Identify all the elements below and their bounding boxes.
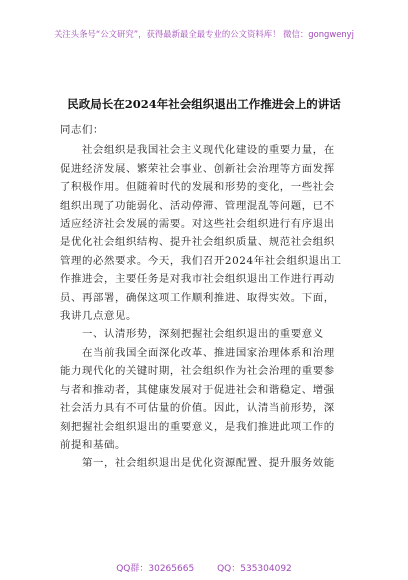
footer-qq-number: QQ：535304092 (217, 564, 292, 574)
body-line: 促进经济发展、繁荣社会事业、创新社会治理等方面发挥 (60, 162, 335, 175)
body-line: 在当前我国全面深化改革、推进国家治理体系和治理 (60, 346, 335, 359)
body-line: 第一，社会组织退出是优化资源配置、提升服务效能 (60, 457, 335, 470)
document-title: 民政局长在2024年社会组织退出工作推进会上的讲话 (67, 97, 341, 111)
body-line: 员、再部署，确保这项工作顺利推进、取得实效。下面， (60, 291, 335, 304)
body-line: 社会活力具有不可估量的价值。因此，认清当前形势，深 (60, 402, 335, 415)
body-line: 适应经济社会发展的需要。对这些社会组织进行有序退出 (60, 218, 335, 231)
body-line: 我讲几点意见。 (60, 310, 137, 323)
body-line: 组织出现了功能弱化、活动停滞、管理混乱等问题，已不 (60, 199, 335, 212)
footer-contact (0, 561, 408, 574)
footer-qq-group: QQ群：30265665 (116, 564, 195, 574)
body-line: 作推进会，主要任务是对我市社会组织退出工作进行再动 (60, 273, 335, 286)
header-banner: 关注头条号“公文研究”，获得最新最全最专业的公文资料库！ 微信：gongwenyj (54, 29, 354, 39)
body-line: 了积极作用。但随着时代的发展和形势的变化，一些社会 (60, 181, 335, 194)
section-heading: 一、认清形势，深刻把握社会组织退出的重要意义 (60, 328, 324, 341)
document-body (60, 118, 356, 473)
body-line: 管理的必然要求。今天，我们召开2024年社会组织退出工 (60, 254, 342, 267)
body-line: 社会组织是我国社会主义现代化建设的重要力量，在 (60, 144, 335, 157)
body-line: 能力现代化的关键时期，社会组织作为社会治理的重要参 (60, 365, 335, 378)
greeting: 同志们： (60, 124, 104, 136)
body-line: 刻把握社会组织退出的重要意义，是我们推进此项工作的 (60, 420, 335, 433)
body-line: 前提和基础。 (60, 438, 126, 451)
body-line: 是优化社会组织结构、提升社会组织质量、规范社会组织 (60, 236, 335, 249)
body-line: 与者和推动者，其健康发展对于促进社会和谐稳定、增强 (60, 383, 335, 396)
